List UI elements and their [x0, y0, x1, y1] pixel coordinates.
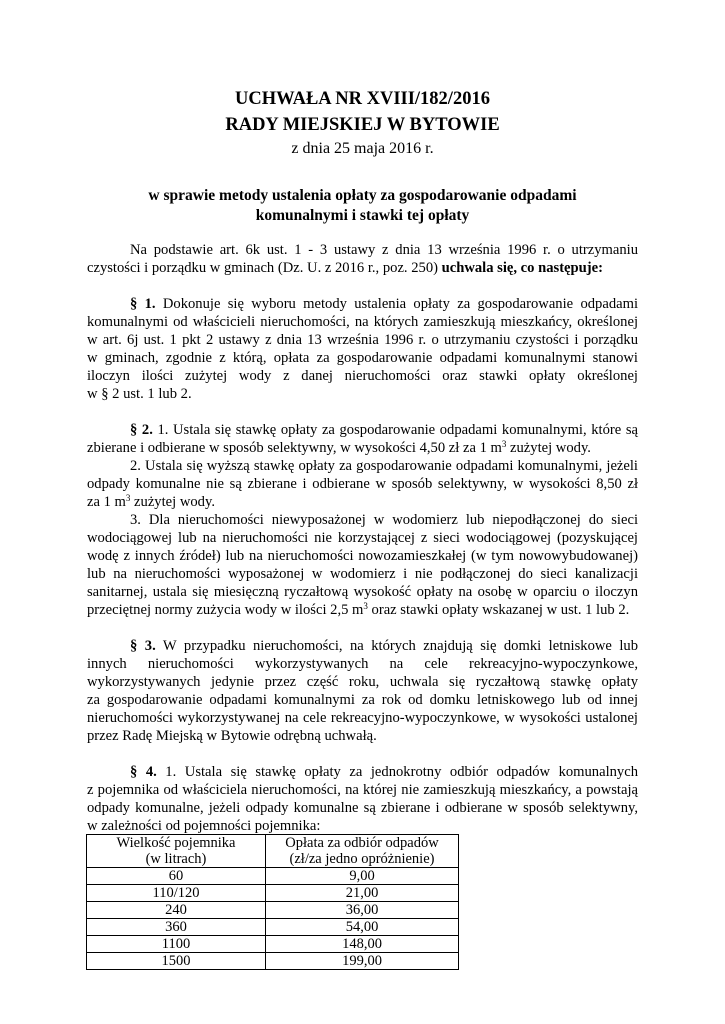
table-cell: 199,00: [266, 953, 459, 970]
section-3-line: przez Radę Miejską w Bytowie odrębną uchwałą.: [87, 728, 377, 744]
subject-line-1: w sprawie metody ustalenia opłaty za gospodarowanie odpadami: [148, 187, 577, 204]
section-3-line: wykorzystywanych jedynie przez część roku, uchwala się ryczałtową stawkę opłaty: [87, 674, 638, 690]
table-cell: 1100: [87, 936, 266, 953]
section-1-line: w gminach, zgodnie z którą, opłata za gospodarowanie odpadami komunalnymi stanowi: [87, 350, 638, 366]
section-3-line: za gospodarowanie odpadami komunalnymi za rok od domku letniskowego lub od innej: [87, 692, 638, 708]
section-1-line: w art. 6j ust. 1 pkt 2 ustawy z dnia 13 września 1996 r. o utrzymaniu czystości i porządku: [87, 332, 638, 348]
table-cell: 148,00: [266, 936, 459, 953]
section-2-line: sanitarnej, ustala się miesięczną ryczałtową wysokość opłaty na osobę w oparciu o iloczyn: [87, 584, 638, 600]
section-1-line: § 1. Dokonuje się wyboru metody ustalenia opłaty za gospodarowanie odpadami: [130, 296, 638, 312]
table-cell: 240: [87, 902, 266, 919]
table-header-cell: Wielkość pojemnika (w litrach): [87, 835, 266, 868]
section-4-mark: § 4.: [130, 764, 157, 780]
section-2-line: odpady komunalne nie są zbierane i odbierane w sposób selektywny, w wysokości 8,50 zł: [87, 476, 638, 492]
table-cell: 110/120: [87, 885, 266, 902]
table-row: [87, 919, 459, 936]
preamble-line: czystości i porządku w gminach (Dz. U. z 2016 r., poz. 250) uchwala się, co następuje:: [87, 260, 603, 276]
section-2-line: § 2. 1. Ustala się stawkę opłaty za gospodarowanie odpadami komunalnymi, które są: [130, 422, 638, 438]
resolution-date: z dnia 25 maja 2016 r.: [291, 140, 434, 157]
council-name: RADY MIEJSKIEJ W BYTOWIE: [225, 115, 500, 135]
section-4-line: § 4. 1. Ustala się stawkę opłaty za jednokrotny odbiór odpadów komunalnych: [130, 764, 639, 780]
section-4-line: odpady komunalne, jeżeli odpady komunalne są zbierane i odbierane w sposób selektywny,: [87, 800, 638, 816]
fee-table: [86, 834, 459, 970]
section-3-line: innych nieruchomości wykorzystywanych na cele rekreacyjno-wypoczynkowe,: [87, 656, 638, 672]
table-row: [87, 936, 459, 953]
table-header-cell: Opłata za odbiór odpadów (zł/za jedno opróżnienie): [266, 835, 459, 868]
section-2-mark: § 2.: [130, 422, 153, 438]
table-header-row: [87, 835, 459, 868]
section-2-line: przeciętnej normy zużycia wody w ilości 2,5 $m^3$ oraz stawki opłaty wskazanej w ust. 1 lub 2.: [87, 601, 630, 618]
table-cell: 360: [87, 919, 266, 936]
table-cell: 54,00: [266, 919, 459, 936]
subject-line-2: komunalnymi i stawki tej opłaty: [255, 207, 470, 224]
table-row: [87, 902, 459, 919]
section-4-line: w zależności od pojemności pojemnika:: [87, 818, 321, 834]
table-cell: 21,00: [266, 885, 459, 902]
resolution-title: UCHWAŁA NR XVIII/182/2016: [235, 89, 490, 109]
section-1-line: iloczyn ilości zużytej wody z danej nieruchomości oraz stawki opłaty określonej: [87, 368, 638, 384]
section-4-line: z pojemnika od właściciela nieruchomości, na której nie zamieszkują mieszkańcy, a powstają: [87, 782, 638, 798]
section-2-line: wodę z innych źródeł) lub na nieruchomości nowozamieszkałej (w tym nowowybudowanej): [87, 548, 638, 564]
table-cell: 60: [87, 868, 266, 885]
section-2-line: 2. Ustala się wyższą stawkę opłaty za gospodarowanie odpadami komunalnymi, jeżeli: [130, 458, 638, 474]
section-3-line: § 3. W przypadku nieruchomości, na których znajdują się domki letniskowe lub: [130, 638, 639, 654]
section-2-line: 3. Dla nieruchomości niewyposażonej w wodomierz lub niepodłączonej do sieci: [130, 512, 638, 528]
table-cell: 9,00: [266, 868, 459, 885]
section-2-line: zbierane i odbierane w sposób selektywny, w wysokości 4,50 zł za 1 $m^3$ zużytej wody.: [87, 439, 591, 456]
section-2-line: lub na nieruchomości wyposażonej w wodomierz i nie podłączonej do sieci kanalizacji: [87, 566, 638, 582]
section-2-line: za 1 $m^3$ zużytej wody.: [87, 493, 215, 510]
table-row: [87, 953, 459, 970]
preamble-line: Na podstawie art. 6k ust. 1 - 3 ustawy z dnia 13 września 1996 r. o utrzymaniu: [130, 242, 638, 258]
section-1-line: komunalnymi od właścicieli nieruchomości, na których zamieszkują mieszkańcy, określonej: [87, 314, 638, 330]
table-row: [87, 868, 459, 885]
section-1-mark: § 1.: [130, 296, 156, 312]
section-2-line: wodociągowej lub na nieruchomości nie korzystającej z sieci wodociągowej (pozyskującej: [87, 530, 638, 546]
table-row: [87, 885, 459, 902]
table-cell: 1500: [87, 953, 266, 970]
section-3-mark: § 3.: [130, 638, 156, 654]
enactment-formula: uchwala się, co następuje:: [441, 260, 603, 276]
section-3-line: nieruchomości wykorzystywanej na cele rekreacyjno-wypoczynkowe, w wysokości ustalonej: [87, 710, 638, 726]
section-1-line: w § 2 ust. 1 lub 2.: [87, 386, 192, 402]
table-cell: 36,00: [266, 902, 459, 919]
